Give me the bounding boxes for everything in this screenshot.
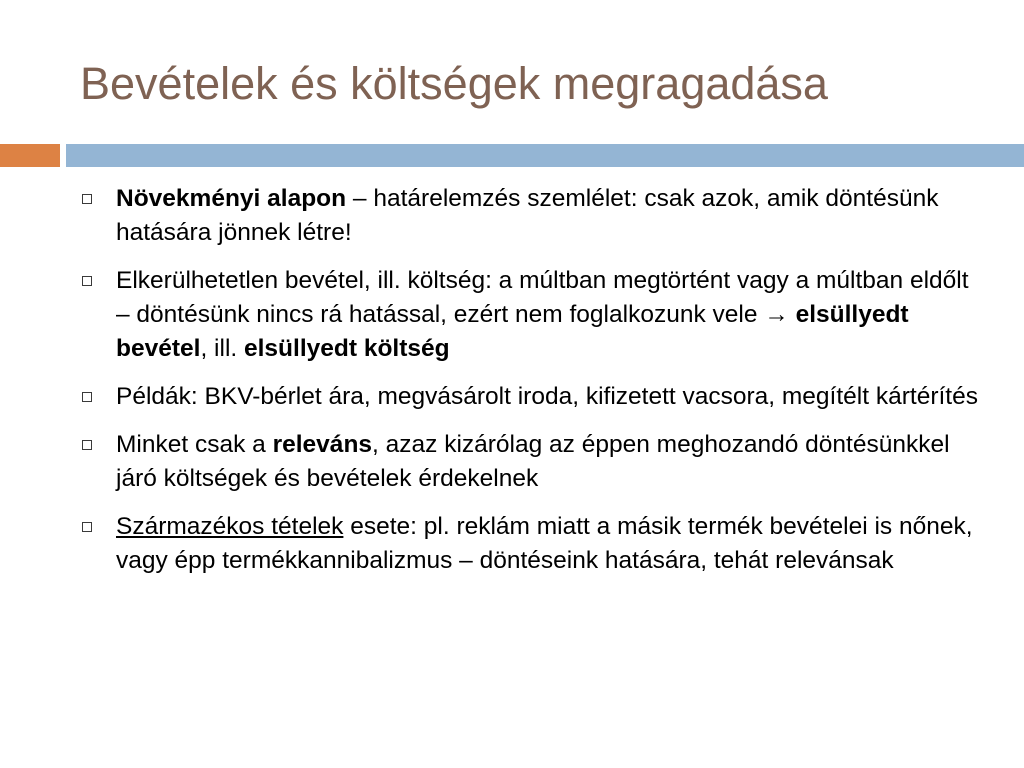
square-bullet-icon — [82, 522, 92, 532]
square-bullet-icon — [82, 392, 92, 402]
bold-term: releváns — [272, 431, 373, 458]
bold-term: elsüllyedt bevétel — [116, 301, 909, 362]
square-bullet-icon — [82, 194, 92, 204]
bullet-list — [80, 182, 980, 592]
bullet-item-incremental — [80, 182, 980, 250]
accent-bar-orange — [0, 144, 60, 167]
bold-term: Növekményi alapon — [116, 185, 347, 212]
bullet-item-relevant — [80, 428, 980, 496]
slide-title: Bevételek és költségek megragadása — [80, 58, 828, 109]
square-bullet-icon — [82, 276, 92, 286]
bullet-text: esete: pl. reklám miatt a másik termék bevételei is nőnek, vagy épp termékkannibalizmus – döntéseink hatására, tehát relevánsak — [116, 513, 973, 574]
bullet-text: Elkerülhetetlen bevétel, ill. költség: a múltban megtörtént vagy a múltban eldőlt – döntésünk nincs rá hatással, ezért nem foglalkozunk vele → — [116, 267, 969, 328]
bullet-item-unavoidable — [80, 264, 980, 366]
bullet-text: , azaz kizárólag az éppen meghozandó döntésünkkel járó költségek és bevételek érdekelnek — [116, 431, 950, 492]
bold-term: elsüllyedt költség — [244, 335, 450, 362]
square-bullet-icon — [82, 440, 92, 450]
bullet-text: Példák: BKV-bérlet ára, megvásárolt iroda, kifizetett vacsora, megítélt kártérítés — [116, 383, 978, 410]
bullet-item-examples — [80, 380, 980, 414]
underlined-term: Származékos tételek — [116, 513, 344, 540]
bullet-text: – határelemzés szemlélet: csak azok, amik döntésünk hatására jönnek létre! — [116, 185, 939, 246]
accent-bar-blue — [66, 144, 1024, 167]
bullet-item-derivative — [80, 510, 980, 578]
bullet-text: Minket csak a — [116, 431, 273, 458]
bullet-text: , ill. — [200, 335, 244, 362]
